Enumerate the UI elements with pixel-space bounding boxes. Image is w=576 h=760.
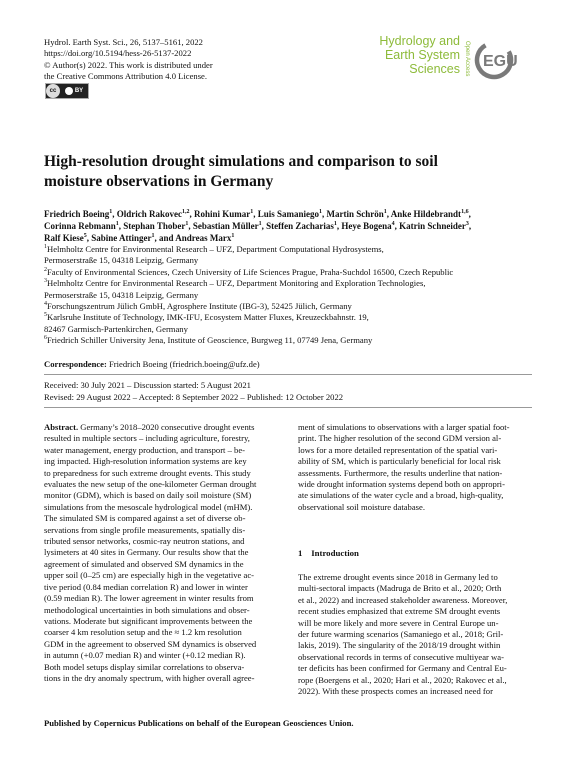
abstract-text: GDM in the agreement to observed SM dynamics is observed <box>44 638 257 649</box>
open-access-label: Open Access <box>464 41 470 77</box>
author-name: , Heye Bogena <box>336 221 392 232</box>
affiliation-text: Faculty of Environmental Sciences, Czech University of Life Sciences Prague, Praha-Suchdol 16500, Czech Republic <box>47 266 454 277</box>
affiliation-line <box>44 324 534 335</box>
cc-icon: cc <box>46 84 60 98</box>
author-line <box>44 220 534 232</box>
abstract-text: methodological uncertainties in both simulations and obser- <box>44 604 250 615</box>
abstract-text: servations from single profile measurements, spatially dis- <box>44 524 246 535</box>
abstract-text: coarser 4 km resolution setup and the ≈ 1.2 km resolution <box>44 627 242 638</box>
affiliation-number: 1 <box>44 244 47 251</box>
introduction-text <box>298 572 533 697</box>
affiliation-marker: 1 <box>258 221 262 228</box>
abstract-column-right <box>298 422 533 513</box>
correspondence-text[interactable]: Friedrich Boeing (friedrich.boeing@ufz.de) <box>106 359 260 369</box>
affiliation-marker: 1 <box>250 209 254 215</box>
abstract-line <box>44 547 279 558</box>
abstract-text: water management, energy production, and transport – be- <box>44 444 246 455</box>
journal-name-line: Sciences <box>409 62 460 76</box>
affiliation-text: Helmholtz Centre for Environmental Research – UFZ, Department Monitoring and Exploration Technologies, <box>47 278 426 289</box>
affiliation-text: 82467 Garmisch-Partenkirchen, Germany <box>44 323 188 334</box>
abstract-line <box>44 570 279 581</box>
date-line: Received: 30 July 2021 – Discussion started: 5 August 2021 <box>44 380 251 390</box>
abstract-line <box>44 650 279 661</box>
introduction-line: The extreme drought events since 2018 in Germany led to <box>298 572 498 582</box>
introduction-line: 2022). With these prospects comes an increased need for <box>298 686 493 697</box>
abstract-line: observational soil moisture database. <box>298 501 425 512</box>
author-name: , Oldrich Rakovec <box>112 209 182 219</box>
author-list <box>44 208 534 245</box>
author-name: , Stephan Thober <box>118 221 186 232</box>
affiliation-number: 3 <box>44 278 47 285</box>
affiliation-marker: 1 <box>383 209 387 215</box>
abstract-text: (0.59 median R). The lower agreement in winter results from <box>44 593 254 604</box>
affiliation-text: Friedrich Schiller University Jena, Institute of Geoscience, Burgweg 11, 07749 Jena, Germany <box>47 335 373 346</box>
author-name: , and Andreas Marx <box>154 233 232 244</box>
correspondence <box>44 359 534 369</box>
author-name: Corinna Rebmann <box>44 221 116 232</box>
author-name: , Sabine Attinger <box>86 233 152 244</box>
abstract-line <box>44 662 279 673</box>
affiliation-line <box>44 290 534 301</box>
abstract-text: Both model setups display similar correlations to observa- <box>44 661 245 672</box>
journal-meta-line: © Author(s) 2022. This work is distributed under <box>44 59 213 70</box>
abstract-text: The simulated SM is compared against a set of diverse ob- <box>44 513 246 524</box>
abstract-line <box>44 445 279 456</box>
affiliation-marker: 1 <box>109 209 113 215</box>
abstract-line <box>44 627 279 638</box>
affiliation-marker: 1 <box>185 221 189 228</box>
affiliation-marker: 1,2 <box>182 209 190 215</box>
abstract-text: Germany’s 2018–2020 consecutive drought events <box>78 422 255 432</box>
author-name: , Rohini Kumar <box>189 209 251 219</box>
cc-by-license-badge[interactable] <box>45 83 89 99</box>
affiliation-marker: 1 <box>115 221 119 228</box>
abstract-line <box>44 673 279 684</box>
divider-bottom <box>44 407 532 408</box>
abstract-line <box>44 422 279 433</box>
author-name: , <box>468 221 472 232</box>
abstract-line <box>44 559 279 570</box>
affiliations <box>44 244 534 347</box>
journal-meta <box>44 37 213 83</box>
author-line <box>44 232 534 244</box>
abstract-line <box>44 536 279 547</box>
affiliation-line <box>44 335 534 346</box>
abstract-line <box>44 582 279 593</box>
affiliation-text: Helmholtz Centre for Environmental Research – UFZ, Department Computational Hydrosystems, <box>47 244 384 254</box>
affiliation-line <box>44 278 534 289</box>
egu-logo-text: EGU <box>483 53 518 70</box>
abstract-line <box>44 456 279 467</box>
title-line: High-resolution drought simulations and comparison to soil <box>44 153 438 170</box>
author-name: , Martin Schrön <box>322 209 384 219</box>
abstract-line <box>44 502 279 513</box>
author-name: , Katrin Schneider <box>394 221 466 232</box>
abstract-line <box>44 490 279 501</box>
affiliation-line <box>44 312 534 323</box>
affiliation-text: Karlsruhe Institute of Technology, IMK-IFU, Ecosystem Matter Fluxes, Kreuzeckbahnstr. 19, <box>47 312 369 323</box>
affiliation-marker: 3 <box>465 221 469 228</box>
affiliation-line <box>44 301 534 312</box>
egu-logo-icon <box>474 40 530 80</box>
abstract-line: ate simulations of the water cycle and a broad, high-quality, <box>298 490 504 501</box>
abstract-line <box>44 468 279 479</box>
affiliation-line <box>44 244 534 255</box>
affiliation-number: 6 <box>44 335 47 342</box>
abstract-label: Abstract. <box>44 422 79 432</box>
affiliation-marker: 1 <box>151 233 155 240</box>
abstract-line: wide drought information systems depend both on appropri- <box>298 479 505 490</box>
abstract-text: vations. Moderate but significant improvements between the <box>44 615 253 626</box>
abstract-column-left <box>44 422 279 684</box>
abstract-text: tions in the dry anomaly spectrum, with higher overall agree- <box>44 672 255 683</box>
introduction-line: rope (Boergens et al., 2020; Hari et al., 2020; Rakovec et al., <box>298 674 507 685</box>
abstract-line: ability of SM, which is particularly beneficial for local risk <box>298 456 501 467</box>
title-line: moisture observations in Germany <box>44 173 274 190</box>
author-name: Ralf Kiese <box>44 233 84 244</box>
abstract-line: ment of simulations to observations with a larger spatial foot- <box>298 422 510 432</box>
correspondence-label: Correspondence: <box>44 359 107 369</box>
date-line: Revised: 29 August 2022 – Accepted: 8 September 2022 – Published: 12 October 2022 <box>44 392 344 402</box>
abstract-text: in autumn (+0.07 median R) and winter (+0.12 median R). <box>44 650 246 661</box>
journal-meta-line: Hydrol. Earth Syst. Sci., 26, 5137–5161, 2022 <box>44 37 203 47</box>
publisher-footer: Published by Copernicus Publications on behalf of the European Geosciences Union. <box>44 718 354 728</box>
author-name: Friedrich Boeing <box>44 209 110 219</box>
introduction-line: will be more likely and more severe in Central Europe un- <box>298 617 499 628</box>
journal-name-line: Earth System <box>384 48 460 62</box>
abstract-line: assessments. Furthermore, the results underline that nation- <box>298 467 503 478</box>
divider-top <box>44 374 532 375</box>
abstract-line <box>44 605 279 616</box>
introduction-line: observational records in terms of consecutive multiyear wa- <box>298 651 504 662</box>
abstract-text: monitor (GDM), which is based on daily soil moisture (SM) <box>44 490 252 501</box>
affiliation-text: Forschungszentrum Jülich GmbH, Agrosphere Institute (IBG-3), 52425 Jülich, Germany <box>47 301 352 312</box>
affiliation-line <box>44 255 534 266</box>
author-name: , Steffen Zacharias <box>261 221 334 232</box>
journal-meta-line: https://doi.org/10.5194/hess-26-5137-2022 <box>44 48 192 59</box>
affiliation-line <box>44 267 534 278</box>
abstract-line <box>44 639 279 650</box>
author-name: , <box>468 209 471 219</box>
abstract-line: print. The higher resolution of the second GDM version al- <box>298 433 502 444</box>
cc-by-label: BY <box>74 88 84 94</box>
abstract-text: tributed sensor networks, cosmic-ray neutron stations, and <box>44 536 245 547</box>
attribution-person-icon <box>65 87 73 95</box>
abstract-text: evaluates the new setup of the one-kilometer German drought <box>44 479 257 490</box>
affiliation-number: 4 <box>44 301 47 308</box>
introduction-line: multi-sectoral impacts (Madruga de Brito et al., 2020; Orth <box>298 583 502 594</box>
journal-name-line: Hydrology and <box>379 34 460 48</box>
affiliation-marker: 1 <box>319 209 323 215</box>
abstract-line <box>44 513 279 524</box>
abstract-text: lysimeters at 40 sites in Germany. Our results show that the <box>44 547 249 558</box>
affiliation-number: 5 <box>44 312 47 319</box>
author-name: , Luis Samaniego <box>253 209 320 219</box>
author-name: , Sebastian Müller <box>188 221 259 232</box>
abstract-text: tive period (0.84 median correlation R) and lower in winter <box>44 581 248 592</box>
affiliation-marker: 1 <box>231 233 235 240</box>
abstract-text: agreement of simulated and observed SM dynamics in the <box>44 558 244 569</box>
introduction-line: ter deficits has been confirmed for Germany and Central Eu- <box>298 663 507 674</box>
introduction-line: recent studies emphasized that extreme SM drought events <box>298 606 501 617</box>
introduction-line: der future warming scenarios (Samaniego et al., 2018; Gril- <box>298 629 504 640</box>
abstract-line <box>44 616 279 627</box>
affiliation-marker: 5 <box>83 233 87 240</box>
introduction-line: lakis, 2019). The singularity of the 2018/19 drought within <box>298 640 501 651</box>
abstract-line: lows for a more detailed representation of the spatial vari- <box>298 444 498 455</box>
abstract-line <box>44 593 279 604</box>
affiliation-marker: 4 <box>391 221 395 228</box>
abstract-text: simulations from the mesoscale hydrological model (mHM). <box>44 501 253 512</box>
author-name: , Anke Hildebrandt <box>386 209 462 219</box>
journal-meta-line: the Creative Commons Attribution 4.0 License. <box>44 71 208 82</box>
abstract-text: resulted in multiple sectors – including agriculture, forestry, <box>44 433 250 444</box>
abstract-line <box>44 525 279 536</box>
affiliation-number: 2 <box>44 266 47 273</box>
affiliation-text: Permoserstraße 15, 04318 Leipzig, Germany <box>44 255 199 266</box>
paper-title <box>44 152 524 192</box>
abstract-text: to preparedness for such extreme drought events. This study <box>44 467 251 478</box>
publication-dates <box>44 379 534 403</box>
affiliation-marker: 1 <box>333 221 337 228</box>
section-heading-introduction: 1 Introduction <box>298 548 359 558</box>
affiliation-text: Permoserstraße 15, 04318 Leipzig, Germany <box>44 289 199 300</box>
affiliation-marker: 1,6 <box>461 209 469 215</box>
author-line <box>44 208 534 220</box>
abstract-text: ing impacted. High-resolution information systems are key <box>44 456 247 467</box>
abstract-line <box>44 479 279 490</box>
journal-name <box>358 34 460 76</box>
introduction-line: et al., 2022) and increased stakeholder awareness. Moreover, <box>298 594 508 605</box>
abstract-text: upper soil (0–25 cm) are especially high in the vegetative ac- <box>44 570 254 581</box>
abstract-line <box>44 433 279 444</box>
